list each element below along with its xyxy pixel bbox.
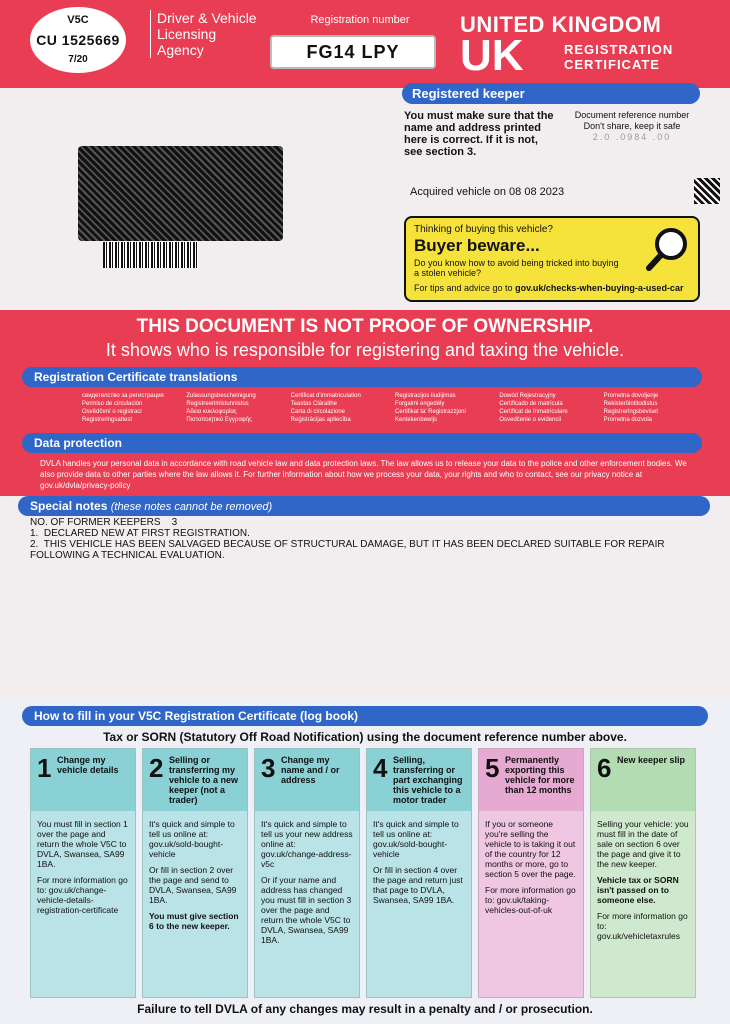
step-paragraph: For more information go to: gov.uk/taking-vehicles-out-of-uk — [485, 885, 576, 915]
step-title: Selling or transferring my vehicle to a new keeper (not a trader) — [169, 755, 239, 805]
agency-line: Agency — [157, 42, 204, 58]
translation-item: Registreringsattest — [82, 417, 133, 423]
translation-item: Prometna dozvola — [603, 417, 653, 423]
translation-item: Certificado de matrícula — [499, 401, 563, 407]
step-body — [373, 819, 465, 911]
step-paragraph: For more information go to: gov.uk/vehicletaxrules — [597, 911, 688, 941]
special-note-item: 1. DECLARED NEW AT FIRST REGISTRATION. — [30, 528, 250, 539]
translation-item: Carta di circolazione — [290, 409, 346, 415]
step-title: Change my vehicle details — [57, 755, 119, 775]
translations-grid — [82, 392, 702, 424]
translation-item: Certificat de înmatriculare — [499, 409, 568, 415]
keeper-note: You must make sure that the name and address printed here is correct. If it is not, see section 3. — [404, 110, 554, 158]
translation-item: свидетелство за регистрация — [82, 393, 164, 399]
step-paragraph: For more information go to: gov.uk/change-vehicle-details-registration-certificate — [37, 875, 128, 915]
special-notes-bar — [18, 496, 710, 516]
step-card-1 — [30, 748, 136, 998]
qr-code-image — [694, 178, 720, 204]
translation-item: Permiso de circulación — [82, 401, 143, 407]
agency-name — [150, 10, 267, 58]
step-paragraph: Selling your vehicle: you must fill in the date of sale on section 6 over the page and give it to the new keeper. — [597, 819, 689, 869]
former-keepers-line: NO. OF FORMER KEEPERS 3 — [30, 517, 178, 528]
translation-item: Osvedčenie o evidencii — [499, 417, 562, 423]
step-card-6 — [590, 748, 696, 998]
step-paragraph: Or fill in section 4 over the page and return just that page to DVLA, Swansea, SA99 1BA. — [373, 865, 463, 905]
v5c-label: V5C — [67, 14, 89, 26]
step-card-4 — [366, 748, 472, 998]
failure-warning: Failure to tell DVLA of any changes may result in a penalty and / or prosecution. — [137, 1002, 593, 1016]
translation-item: Teastas Cláraithe — [290, 401, 338, 407]
beware-description: Do you know how to avoid being tricked into buying a stolen vehicle? — [414, 258, 619, 278]
beware-tip — [414, 283, 690, 293]
step-paragraph: It's quick and simple to tell us online at: gov.uk/sold-bought-vehicle — [149, 819, 235, 859]
step-paragraph: Vehicle tax or SORN isn't passed on to someone else. — [597, 875, 679, 905]
translation-item: Άδεια κυκλοφορίας — [186, 409, 237, 415]
certificate-line: CERTIFICATE — [564, 57, 660, 72]
agency-line: Driver & Vehicle — [157, 10, 257, 26]
beware-question: Thinking of buying this vehicle? — [414, 224, 553, 235]
step-body — [149, 819, 241, 937]
step-paragraph: Or fill in section 2 over the page and send to DVLA, Swansea, SA99 1BA. — [149, 865, 237, 905]
special-notes-title: Special notes — [30, 499, 108, 513]
step-number: 3 — [261, 753, 276, 783]
registration-number-label: Registration number — [310, 14, 410, 26]
step-paragraph: If you or someone you're selling the vehicle to is taking it out of the country for 12 months or more, go to section 5 over the page. — [485, 819, 576, 879]
step-title: Change my name and / or address — [281, 755, 340, 785]
howto-steps — [30, 748, 700, 998]
translation-item: Certificat d'immatriculation — [290, 393, 361, 399]
step-body — [485, 819, 577, 921]
translation-item: Zulassungsbescheinigung — [186, 393, 256, 399]
docref-sub: Don't share, keep it safe — [583, 121, 681, 131]
beware-heading: Buyer beware... — [414, 236, 540, 255]
step-title: New keeper slip — [617, 755, 686, 765]
step-paragraph: It's quick and simple to tell us your new address online at: gov.uk/change-address-v5c — [261, 819, 353, 869]
docref-masked-value: 2.0 .0984 .00 — [592, 132, 672, 142]
form-version: 7/20 — [68, 54, 88, 65]
translation-item: Prometna dovoljenje — [603, 393, 659, 399]
translation-item: Registracijos liudijimas — [395, 393, 456, 399]
step-body — [597, 819, 689, 947]
country-title: UNITED KINGDOM — [460, 12, 662, 37]
barcode-image — [103, 242, 198, 268]
special-note-item: 2. THIS VEHICLE HAS BEEN SALVAGED BECAUSE OF STRUCTURAL DAMAGE, BUT IT HAS BEEN DECLARED SUITABLE FOR REPAIR FOLLOWING A TECHNICAL EVALUATION. — [30, 539, 668, 561]
step-paragraph: Or if your name and address has changed you must fill in section 3 over the page and return the whole V5C to DVLA, Swansea, SA99 1BA. — [261, 875, 352, 945]
translation-item: Registreringsbeviset — [603, 409, 659, 415]
certificate-line: REGISTRATION — [564, 42, 674, 57]
step-number: 4 — [373, 753, 388, 783]
step-number: 6 — [597, 753, 612, 783]
translation-item: Kentekenbewijs — [395, 417, 438, 423]
step-body — [261, 819, 353, 951]
translations-bar: Registration Certificate translations — [22, 367, 702, 387]
magnifier-icon — [644, 224, 692, 272]
step-number: 5 — [485, 753, 500, 783]
docref-title: Document reference number — [574, 110, 690, 120]
translation-item: Certifikat ta' Registrazzjoni — [395, 409, 466, 415]
buyer-beware-box — [404, 216, 700, 302]
agency-line: Licensing — [157, 26, 217, 42]
beware-tip-link[interactable]: gov.uk/checks-when-buying-a-used-car — [515, 283, 684, 293]
translation-item: Πιστοποιητικό Εγγραφής — [186, 417, 252, 423]
translation-item: Registreerimistunnistus — [186, 401, 249, 407]
translation-item: Reģistrācijas apliecība — [290, 417, 351, 423]
step-card-3 — [254, 748, 360, 998]
data-protection-bar: Data protection — [22, 433, 702, 453]
redacted-address-block — [78, 146, 283, 241]
translation-item: Forgalmi engedély — [395, 401, 445, 407]
step-body — [37, 819, 129, 921]
uk-logo-text: UK — [460, 31, 524, 80]
step-number: 2 — [149, 753, 164, 783]
registered-keeper-bar: Registered keeper — [402, 83, 700, 104]
v5c-serial-oval — [30, 7, 126, 73]
certificate-title — [564, 42, 673, 72]
data-protection-text: DVLA handles your personal data in accordance with road vehicle law and data protection laws. The law allows us to release your data to the police and other enforcement bodies. We also provide data to other parties where the law allows it. For further information about how we process your data, your rights and who to contact, see our privacy notice at gov.uk/dvla/privacy-policy — [40, 459, 687, 490]
step-paragraph: It's quick and simple to tell us online at: gov.uk/sold-bought-vehicle — [373, 819, 459, 859]
not-proof-headline: THIS DOCUMENT IS NOT PROOF OF OWNERSHIP. — [136, 316, 594, 337]
step-title: Permanently exporting this vehicle for more than 12 months — [505, 755, 575, 795]
beware-tip-prefix: For tips and advice go to — [414, 283, 513, 293]
registration-plate: FG14 LPY — [270, 35, 436, 69]
ownership-subline: It shows who is responsible for registering and taxing the vehicle. — [105, 340, 625, 360]
special-notes-note: (these notes cannot be removed) — [110, 501, 273, 513]
serial-number: CU 1525669 — [36, 32, 120, 48]
translation-item: Dowód Rejestracyjny — [499, 393, 556, 399]
step-card-2 — [142, 748, 248, 998]
step-paragraph: You must give section 6 to the new keeper. — [149, 911, 239, 931]
step-paragraph: You must fill in section 1 over the page and return the whole V5C to DVLA, Swansea, SA99 1BA. — [37, 819, 128, 869]
howto-bar: How to fill in your V5C Registration Certificate (log book) — [22, 706, 708, 726]
translation-item: Osvědčení o registraci — [82, 409, 142, 415]
special-notes-list — [30, 517, 710, 561]
acquired-date: Acquired vehicle on 08 08 2023 — [410, 186, 565, 198]
document-reference — [562, 110, 702, 143]
tax-sorn-line: Tax or SORN (Statutory Off Road Notification) using the document reference number above. — [103, 730, 627, 744]
step-number: 1 — [37, 753, 52, 783]
step-title: Selling, transferring or part exchanging this vehicle to a motor trader — [393, 755, 463, 805]
step-card-5 — [478, 748, 584, 998]
translation-item: Rekisteröintitodistus — [603, 401, 658, 407]
